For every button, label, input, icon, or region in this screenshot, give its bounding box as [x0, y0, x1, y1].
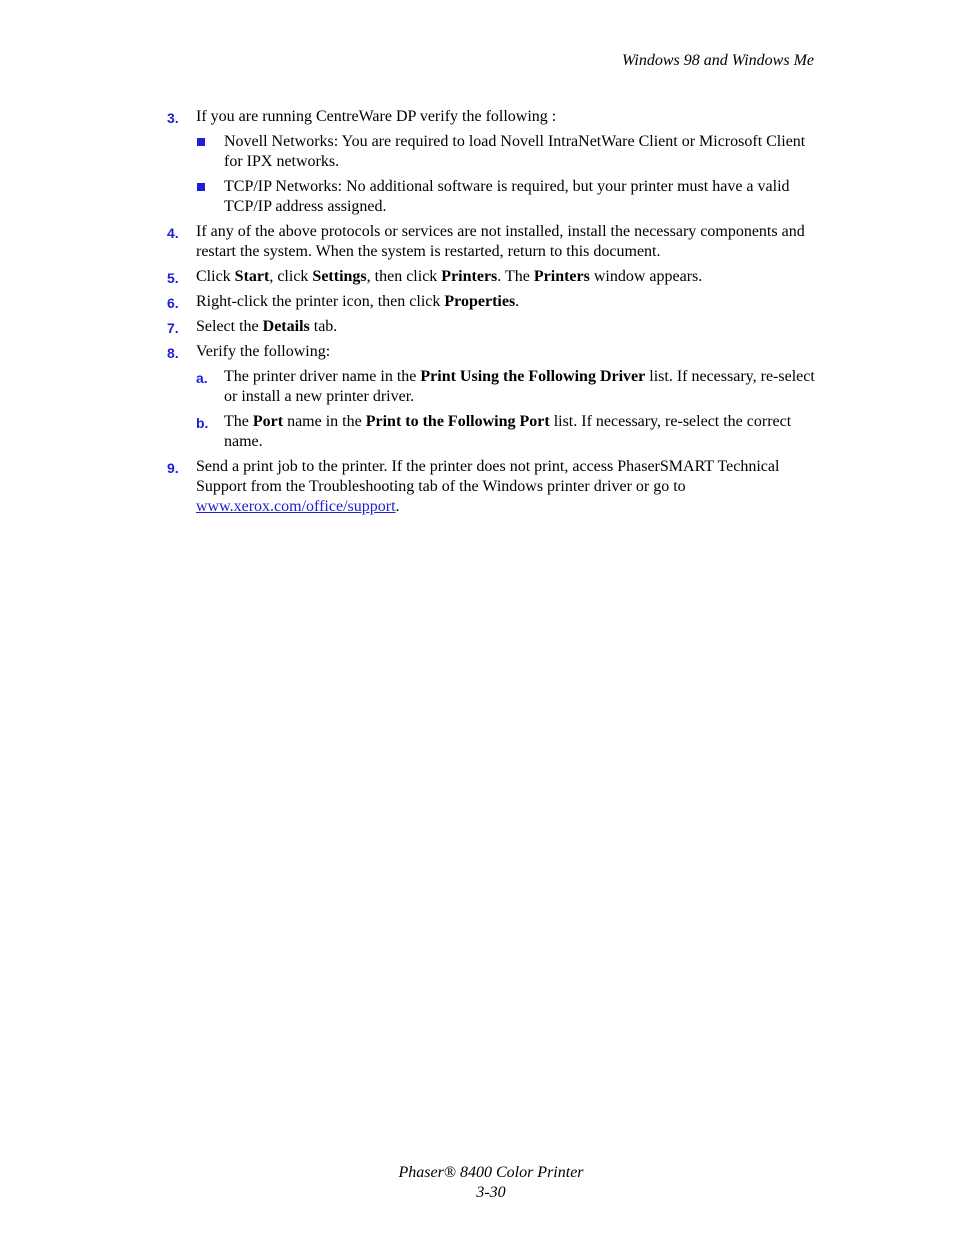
step-text [196, 267, 817, 287]
step-text: If you are running CentreWare DP verify the following : [196, 108, 557, 125]
text-run: Click [196, 268, 235, 285]
step-6 [167, 292, 817, 312]
step-number: 5. [167, 270, 179, 286]
product-name: Phaser® 8400 Color Printer [398, 1164, 584, 1181]
text-run: name in the [283, 413, 366, 430]
step-number: 4. [167, 225, 179, 241]
text-run: list. If necessary, re-select the correct name. [224, 413, 792, 450]
sub-step-letter: a. [196, 370, 208, 386]
instruction-list [167, 107, 817, 522]
bullet-text: TCP/IP Networks: No additional software is required, but your printer must have a valid TCP/IP address assigned. [224, 178, 790, 215]
text-run: , then click [366, 268, 442, 285]
bullet-text: Novell Networks: You are required to load Novell IntraNetWare Client or Microsoft Client for IPX networks. [224, 133, 806, 170]
text-run: . The [497, 268, 534, 285]
ui-term-port: Port [252, 413, 284, 430]
text-run: list. If necessary, re-select or install a new printer driver. [224, 368, 815, 405]
step-text: If any of the above protocols or services are not installed, install the necessary components and restart the system. When the system is restarted, return to this document. [196, 223, 805, 260]
ui-term-properties: Properties [444, 293, 516, 310]
text-run: . [515, 293, 520, 310]
step-number: 9. [167, 460, 179, 476]
text-run: . [395, 498, 400, 515]
text-run: Send a print job to the printer. If the printer does not print, access PhaserSMART Technical Support from the Troubleshooting tab of the Windows printer driver or go to [196, 458, 780, 495]
text-run: tab. [309, 318, 338, 335]
square-bullet-icon [197, 138, 205, 146]
sub-step-b [196, 412, 817, 452]
page-number: 3-30 [476, 1184, 506, 1201]
sub-step-text [224, 412, 817, 452]
step-number: 6. [167, 295, 179, 311]
sub-step-text [224, 367, 817, 407]
step-text: Verify the following: [196, 343, 331, 360]
text-run: Select the [196, 318, 263, 335]
ui-term-details: Details [262, 318, 310, 335]
step-number: 7. [167, 320, 179, 336]
ui-term-port-list: Print to the Following Port [365, 413, 550, 430]
ui-term-settings: Settings [312, 268, 367, 285]
running-header: Windows 98 and Windows Me [621, 52, 814, 69]
support-link[interactable]: www.xerox.com/office/support [196, 498, 396, 515]
ui-term-start: Start [234, 268, 270, 285]
ui-term-driver-list: Print Using the Following Driver [420, 368, 646, 385]
text-run: The printer driver name in the [224, 368, 421, 385]
text-run: Right-click the printer icon, then click [196, 293, 445, 310]
text-run: The [224, 413, 253, 430]
step-4 [167, 222, 817, 262]
bullet-item [196, 177, 817, 217]
bullet-item [196, 132, 817, 172]
page-footer [0, 1163, 954, 1203]
ui-term-printers: Printers [441, 268, 498, 285]
sub-step-letter: b. [196, 415, 209, 431]
step-7 [167, 317, 817, 337]
step-number: 3. [167, 110, 179, 126]
step-5 [167, 267, 817, 287]
step-text [196, 457, 817, 517]
step-3 [167, 107, 817, 217]
ui-term-printers-window: Printers [533, 268, 590, 285]
text-run: window appears. [589, 268, 703, 285]
sub-step-a [196, 367, 817, 407]
step-text [196, 292, 817, 312]
step-number: 8. [167, 345, 179, 361]
square-bullet-icon [197, 183, 205, 191]
text-run: , click [269, 268, 313, 285]
step-8 [167, 342, 817, 452]
step-text [196, 317, 817, 337]
step-9 [167, 457, 817, 517]
